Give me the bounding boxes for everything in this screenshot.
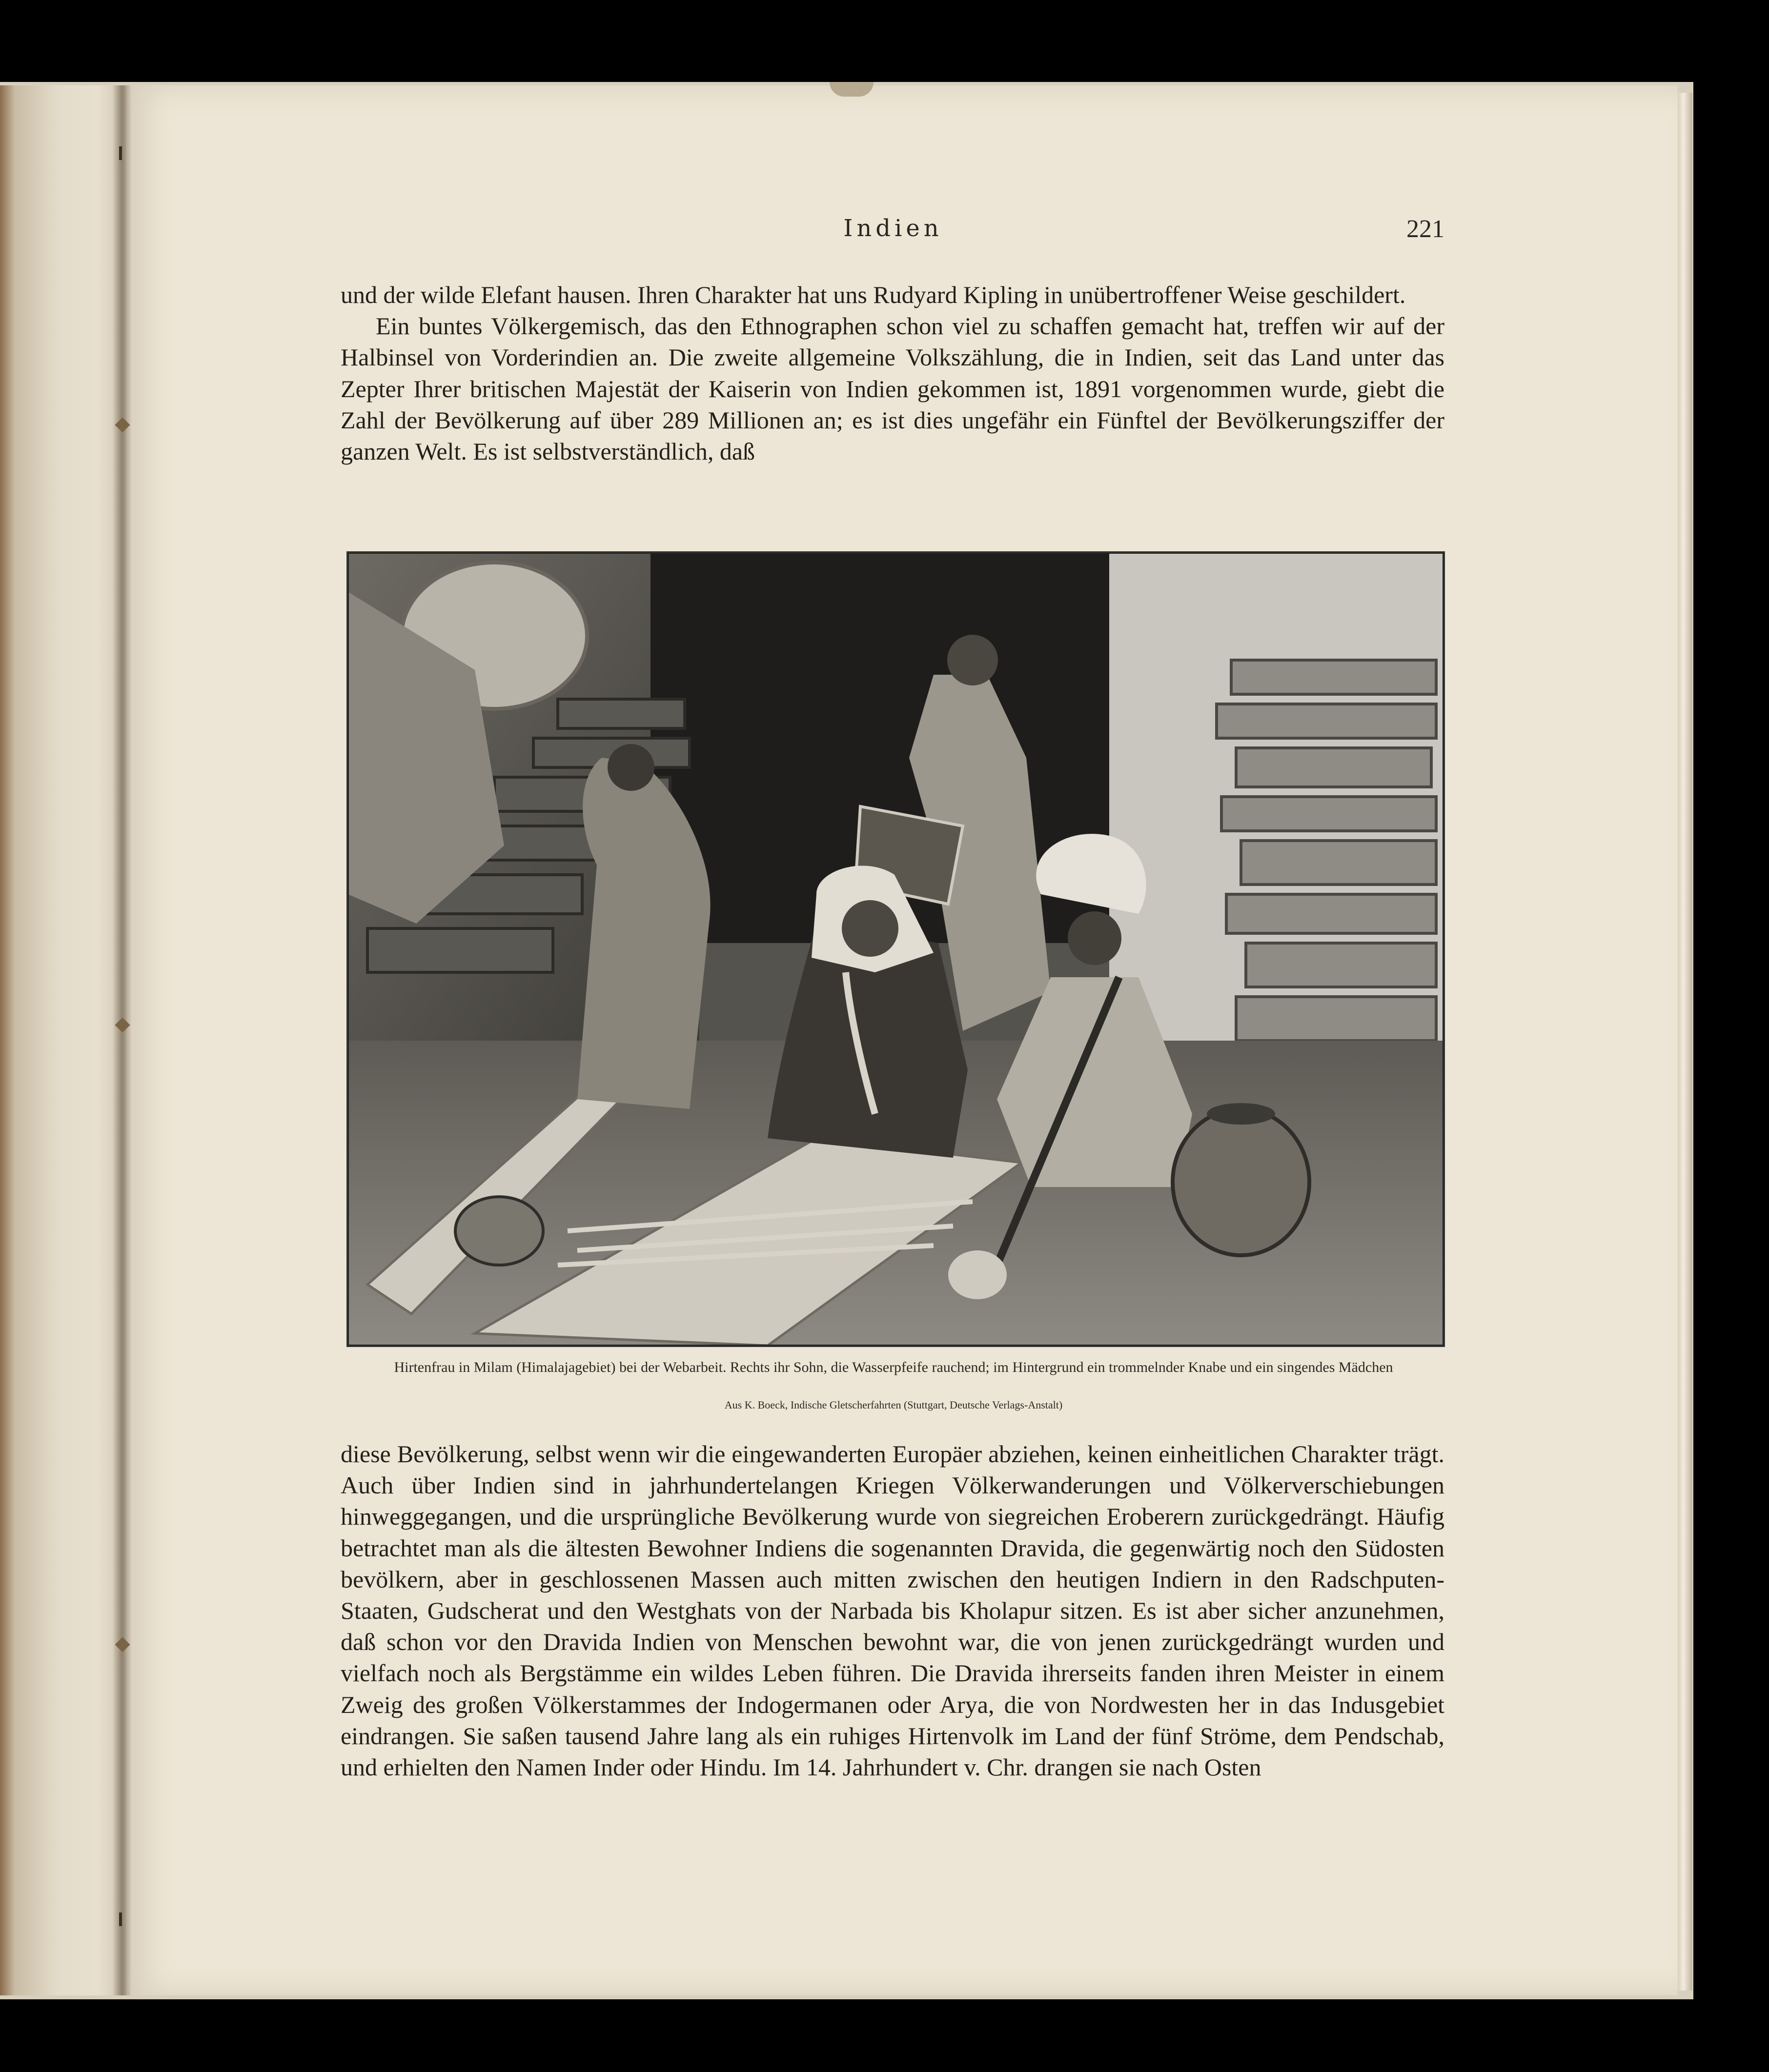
- page-title: Indien: [843, 215, 943, 242]
- binding-thread: [119, 1912, 122, 1926]
- figure-caption: Hirtenfrau in Milam (Himalajagebiet) bei der Webarbeit. Rechts ihr Sohn, die Wasserpfeife rauchend; im Hintergrund ein trommelnder Knabe und ein singendes Mädchen: [394, 1359, 1393, 1375]
- page-edge: [1678, 93, 1692, 1991]
- photo-shepherd-woman-weaving: [348, 553, 1444, 1346]
- page-number: 221: [1406, 215, 1444, 243]
- paragraph: Ein buntes Völkergemisch, das den Ethnographen schon viel zu schaffen gemacht hat, treffen wir auf der Halbinsel von Vorderindien an. Die zweite allgemeine Volkszählung, die in Indien, seit das Land unter das Zepter Ihrer britischen Majestät der Kaiserin von Indien gekommen ist, 1891 vorgenommen wurde, giebt die Zahl der Bevölkerung auf über 289 Millionen an; es ist dies ungefähr ein Fünftel der Bevölkerungsziffer der ganzen Welt. Es ist selbstverständlich, daß: [341, 312, 1444, 465]
- binding-thread: [119, 146, 122, 160]
- book-gutter: [112, 85, 132, 1995]
- paragraph: und der wilde Elefant hausen. Ihren Charakter hat uns Rudyard Kipling in unübertroffener Weise geschildert.: [341, 281, 1406, 308]
- figure-credit: Aus K. Boeck, Indische Gletscherfahrten (Stuttgart, Deutsche Verlags-Anstalt): [724, 1399, 1063, 1411]
- body-text-bottom: [341, 1438, 1444, 1783]
- running-head: [342, 215, 1444, 254]
- body-text-top: [341, 279, 1444, 467]
- photograph: [346, 551, 1445, 1347]
- left-page-edge: [0, 85, 126, 1995]
- paragraph: diese Bevölkerung, selbst wenn wir die eingewanderten Europäer abziehen, keinen einheitlichen Charakter trägt. Auch über Indien sind in jahrhundertelangen Kriegen Völkerwanderungen und Völkerverschiebungen hinweggegangen, und die ursprüngliche Bevölkerung wurde von siegreichen Eroberern zurückgedrängt. Häufig betrachtet man als die ältesten Bewohner Indiens die sogenannten Dravida, die gegenwärtig noch den Südosten bevölkern, aber in geschlossenen Massen auch mitten zwischen den heutigen Indiern in den Radschputen-Staaten, Gudscherat und den Westghats von der Narbada bis Kholapur sitzen. Es ist aber sicher anzunehmen, daß schon vor den Dravida Indien von Menschen bewohnt war, die von jenen zurückgedrängt wurden und vielfach noch als Bergstämme ein wildes Leben führen. Die Dravida ihrerseits fanden ihren Meister in einem Zweig des großen Völkerstammes der Indogermanen oder Arya, die von Nordwesten her in das Indusgebiet eindrangen. Sie saßen tausend Jahre lang als ein ruhiges Hirtenvolk im Land der fünf Ströme, dem Pendschab, und erhielten den Namen Inder oder Hindu. Im 14. Jahrhundert v. Chr. drangen sie nach Osten: [341, 1440, 1444, 1781]
